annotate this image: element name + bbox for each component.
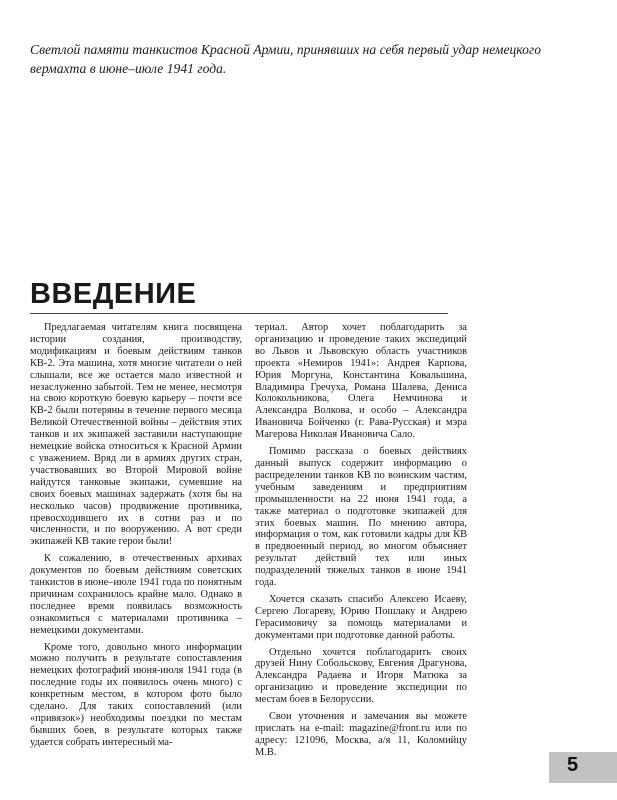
paragraph: Кроме того, довольно много информации можно получить в результате сопоставления немецких фотографий июня-июля 1941 года (в последние годы их появилось очень много) с конкретным местом, в котором фото было сделано. Для таких сопоставлений (или «привязок») необходимы поездки по местам бывших боев, в результате которых также удается собрать интересный ма- [30, 641, 242, 748]
section-title: ВВЕДЕНИЕ [30, 278, 197, 310]
right-column [255, 322, 467, 764]
paragraph: Предлагаемая читателям книга посвящена истории создания, производству, модификациям и боевым действиям танков КВ-2. Эта машина, хотя многие читатели о ней слышали, все же остается мало известной и незаслуженно забытой. Тем не менее, несмотря на свою короткую боевую карьеру – почти все КВ-2 были потеряны в течение первого месяца Великой Отечественной войны – действия этих танков и их экипажей заставили наступающие немецкие войска относиться к Красной Армии с уважением. Вряд ли в армиях других стран, участвовавших во Второй Мировой войне найдутся танковые экипажи, сумевшие на своих боевых машинах задержать (хотя бы на несколько часов) продвижение противника, превосходившего их в сотни раз и по численности, и по вооружению. А вот среди экипажей КВ такие герои были! [30, 322, 242, 548]
page-number: 5 [567, 754, 579, 776]
paragraph: Свои уточнения и замечания вы можете прислать на e-mail: magazine@front.ru или по адресу: 121096, Москва, а/я 11, Коломийцу М.В. [255, 711, 467, 758]
dedication: Светлой памяти танкистов Красной Армии, принявших на себя первый удар немецкого вермахта в июне–июле 1941 года. [30, 42, 542, 76]
paragraph: К сожалению, в отечественных архивах документов по боевым действиям советских танкистов в июне–июле 1941 года по понятным причинам сохранилось крайне мало. Однако в последнее время появилась возможность ознакомиться с материалами противника – немецкими документами. [30, 553, 242, 636]
paragraph: Хочется сказать спасибо Алексею Исаеву, Сергею Логареву, Юрию Пошлаку и Андрею Герасимовичу за помощь материалами и документами при подготовке данной работы. [255, 593, 467, 641]
page-number-tab [549, 752, 617, 783]
paragraph: Отдельно хочется поблагодарить своих друзей Нину Собольскову, Евгения Драгунова, Александра Радаева и Игоря Матюка за организацию и проведение экспедиции по местам боев в Белоруссии. [255, 646, 467, 706]
left-column [30, 322, 242, 754]
title-divider [30, 313, 448, 314]
paragraph: териал. Автор хочет поблагодарить за организацию и проведение таких экспедиций во Львов и Львовскую область участников проекта «Немиров 1941»: Андрея Карпова, Юрия Моргуна, Константина Ковальшина, Владимира Гречуха, Романа Шалева, Дениса Колокольникова, Олега Немчинова и Александра Волкова, и особо – Александра Ивановича Бойченко (г. Рава-Русская) и мэра Магерова Николая Ивановича Сало. [255, 322, 467, 441]
paragraph: Помимо рассказа о боевых действиях данный выпуск содержит информацию о распределении танков КВ по воинским частям, учебным заведениям и предприятиям промышленности на 22 июня 1941 года, а также материал о подготовке экипажей для этих боевых машин. По мнению автора, информация о том, как готовили кадры для КВ в предвоенный период, во многом объясняет результат действий тех или иных подразделений тяжелых танков в июне 1941 года. [255, 446, 467, 589]
